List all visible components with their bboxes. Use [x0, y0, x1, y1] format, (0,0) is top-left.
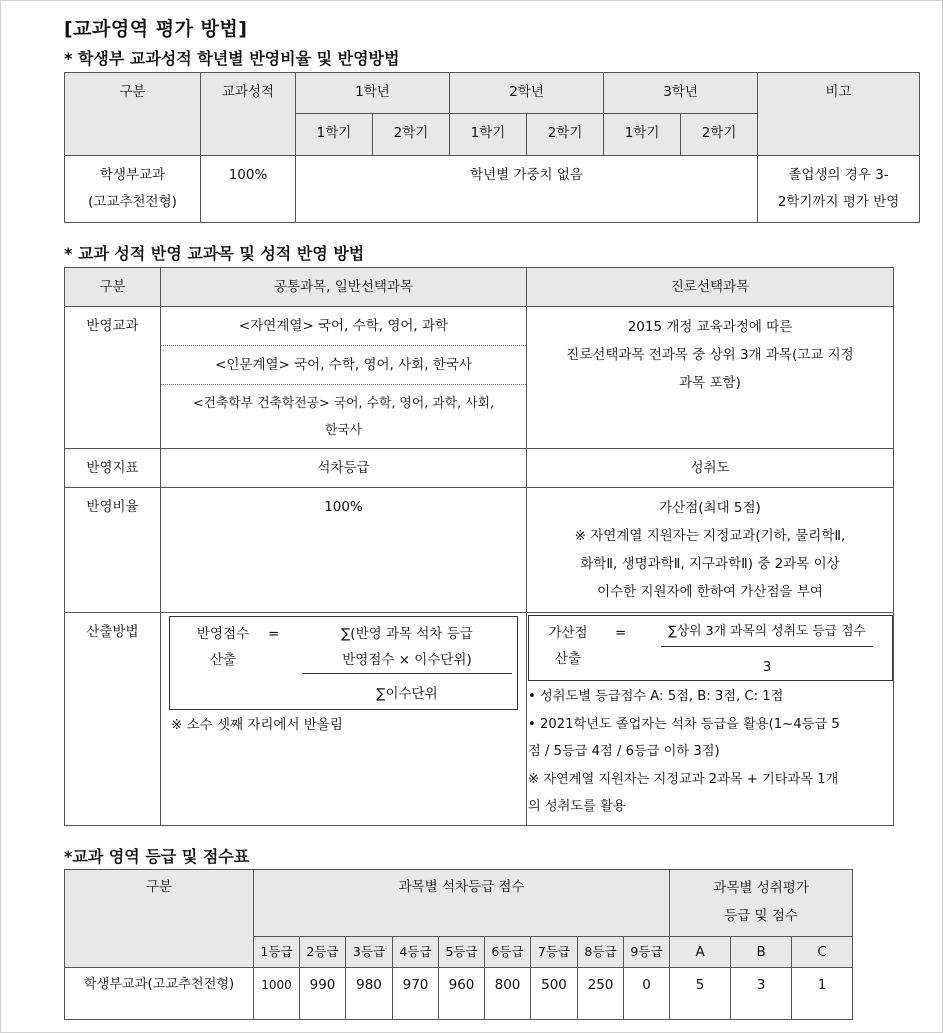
formula-box-2: [528, 615, 893, 681]
formula2-lhs-1: 가산점: [548, 625, 588, 641]
formula2-bullet-1: • 성취도별 등급점수 A: 5점, B: 3점, C: 1점: [528, 689, 784, 704]
t1-header-year3: 3학년: [604, 73, 758, 114]
formula2-notes: [527, 683, 893, 821]
t3-grade-header: 7등급: [531, 937, 578, 968]
formula1-eq: =: [268, 626, 280, 642]
t1-header-score: 교과성적: [201, 73, 296, 156]
t1-row-note-2: 2학기까지 평가 반영: [777, 194, 900, 210]
t2-r1-natural: <자연계열> 국어, 수학, 영어, 과학: [238, 318, 449, 334]
t2-r3-label: 반영비율: [65, 488, 161, 613]
formula2-num: ∑상위 3개 과목의 성취도 등급 점수: [661, 618, 873, 647]
t1-sem: 2학기: [527, 113, 604, 155]
formula2-bullet-2b: 점 / 5등급 4점 / 6등급 이하 3점): [528, 744, 720, 759]
formula2-eq: =: [615, 625, 627, 641]
formula2-bullet-3b: 의 성취도를 활용: [528, 799, 626, 814]
formula1-lhs-1: 반영점수: [196, 626, 250, 642]
t3-grade-header: 8등급: [578, 937, 624, 968]
t3-grade-score: 1000: [254, 968, 300, 1020]
t2-header-career: 진로선택과목: [527, 268, 894, 307]
t3-grade-header: 3등급: [346, 937, 393, 968]
subject-method-table: [64, 267, 894, 826]
t3-grade-header: 2등급: [300, 937, 346, 968]
t2-r1-architecture-2: 한국사: [324, 423, 363, 438]
t1-row-note-1: 졸업생의 경우 3-: [788, 167, 889, 183]
t2-r4-label: 산출방법: [65, 613, 161, 826]
t2-r3-common: 100%: [161, 488, 527, 613]
formula2-bullet-3a: ※ 자연계열 지원자는 지정교과 2과목 + 기타과목 1개: [528, 771, 839, 787]
t2-r3-career: [527, 488, 894, 613]
section1-heading: * 학생부 교과성적 학년별 반영비율 및 반영방법: [64, 49, 400, 68]
t2-r1-career: [527, 307, 894, 449]
t2-r3-career-4: 이수한 지원자에 한하여 가산점을 부여: [597, 584, 823, 600]
t2-r3-career-1: 가산점(최대 5점): [659, 500, 761, 516]
t2-r1-common: [161, 307, 527, 449]
t3-header-ach: [670, 870, 853, 937]
t3-header-rank: 과목별 석차등급 점수: [254, 870, 670, 937]
t1-sem: 2학기: [681, 113, 758, 155]
formula1-den: ∑이수단위: [376, 686, 438, 702]
formula2-lhs-2: 산출: [554, 651, 582, 667]
formula1-note: ※ 소수 셋째 자리에서 반올림: [171, 717, 343, 733]
t2-header-common: 공통과목, 일반선택과목: [161, 268, 527, 307]
t3-ach-header: B: [731, 937, 792, 968]
formula2-bullet-2a: • 2021학년도 졸업자는 석차 등급을 활용(1~4등급 5: [528, 716, 840, 732]
t2-r2-common: 석차등급: [161, 449, 527, 488]
t2-header-gubun: 구분: [65, 268, 161, 307]
t1-header-year1: 1학년: [296, 73, 450, 114]
grade-ratio-table: [64, 72, 920, 223]
section2-heading: * 교과 성적 반영 교과목 및 성적 반영 방법: [64, 244, 365, 263]
t3-grade-score: 960: [439, 968, 485, 1020]
formula2-den: 3: [762, 659, 772, 675]
t1-row-score: 100%: [201, 156, 296, 223]
t1-row-note: [758, 156, 920, 223]
formula1-num-1: ∑(반영 과목 석차 등급: [341, 626, 473, 642]
t2-r1-career-3: 과목 포함): [679, 375, 741, 391]
t3-ach-header: A: [670, 937, 731, 968]
section3-heading: *교과 영역 등급 및 점수표: [64, 847, 250, 866]
t2-r1-career-1: 2015 개정 교육과정에 따른: [627, 319, 793, 335]
grade-score-table: [64, 869, 853, 1020]
formula-box-1: [169, 616, 518, 710]
t3-grade-score: 970: [393, 968, 439, 1020]
t3-grade-header: 5등급: [439, 937, 485, 968]
t1-sem: 2학기: [373, 113, 450, 155]
t3-header-gubun: 구분: [65, 870, 254, 968]
t2-r1-architecture: [161, 384, 526, 448]
formula1-lhs-2: 산출: [209, 652, 237, 668]
t2-r4-common: [161, 613, 527, 826]
t3-grade-score: 500: [531, 968, 578, 1020]
formula1-num-2: 반영점수 × 이수단위): [342, 652, 472, 668]
t2-r1-humanities: <인문계열> 국어, 수학, 영어, 사회, 한국사: [161, 345, 526, 384]
t2-r1-label: 반영교과: [65, 307, 161, 449]
t3-ach-header: C: [792, 937, 853, 968]
t3-grade-score: 800: [485, 968, 531, 1020]
t1-header-gubun: 구분: [65, 73, 201, 156]
t3-grade-header: 9등급: [624, 937, 670, 968]
t3-header-ach-2: 등급 및 점수: [724, 908, 798, 924]
t3-ach-score: 1: [792, 968, 853, 1020]
t1-row-label-2: (고교추천전형): [88, 194, 177, 210]
t2-r2-label: 반영지표: [65, 449, 161, 488]
t2-r1-career-2: 진로선택과목 전과목 중 상위 3개 과목(고교 지정: [566, 347, 854, 363]
t1-header-year2: 2학년: [450, 73, 604, 114]
t1-sem: 1학기: [450, 113, 527, 155]
t3-grade-score: 250: [578, 968, 624, 1020]
t3-grade-score: 0: [624, 968, 670, 1020]
t3-ach-score: 3: [731, 968, 792, 1020]
t3-grade-score: 990: [300, 968, 346, 1020]
t2-r3-career-3: 화학Ⅱ, 생명과학Ⅱ, 지구과학Ⅱ) 중 2과목 이상: [580, 556, 840, 572]
t1-row-weight: 학년별 가중치 없음: [296, 156, 758, 223]
t3-header-ach-1: 과목별 성취평가: [713, 880, 809, 896]
t2-r3-career-2: ※ 자연계열 지원자는 지정교과(기하, 물리학Ⅱ,: [574, 528, 846, 544]
t3-grade-score: 980: [346, 968, 393, 1020]
t3-row-label: 학생부교과(고교추천전형): [65, 968, 254, 1020]
t3-ach-score: 5: [670, 968, 731, 1020]
t3-grade-header: 4등급: [393, 937, 439, 968]
page-title: [교과영역 평가 방법]: [64, 18, 248, 40]
t2-r1-architecture-1: <건축학부 건축학전공> 국어, 수학, 영어, 과학, 사회,: [192, 396, 495, 411]
t1-row-label-1: 학생부교과: [99, 167, 166, 183]
t3-grade-header: 6등급: [485, 937, 531, 968]
t1-sem: 1학기: [604, 113, 681, 155]
t2-r4-career: [527, 613, 894, 826]
t2-r2-career: 성취도: [527, 449, 894, 488]
t1-header-note: 비고: [758, 73, 920, 156]
t1-sem: 1학기: [296, 113, 373, 155]
t1-row-label: [65, 156, 201, 223]
t3-grade-header: 1등급: [254, 937, 300, 968]
